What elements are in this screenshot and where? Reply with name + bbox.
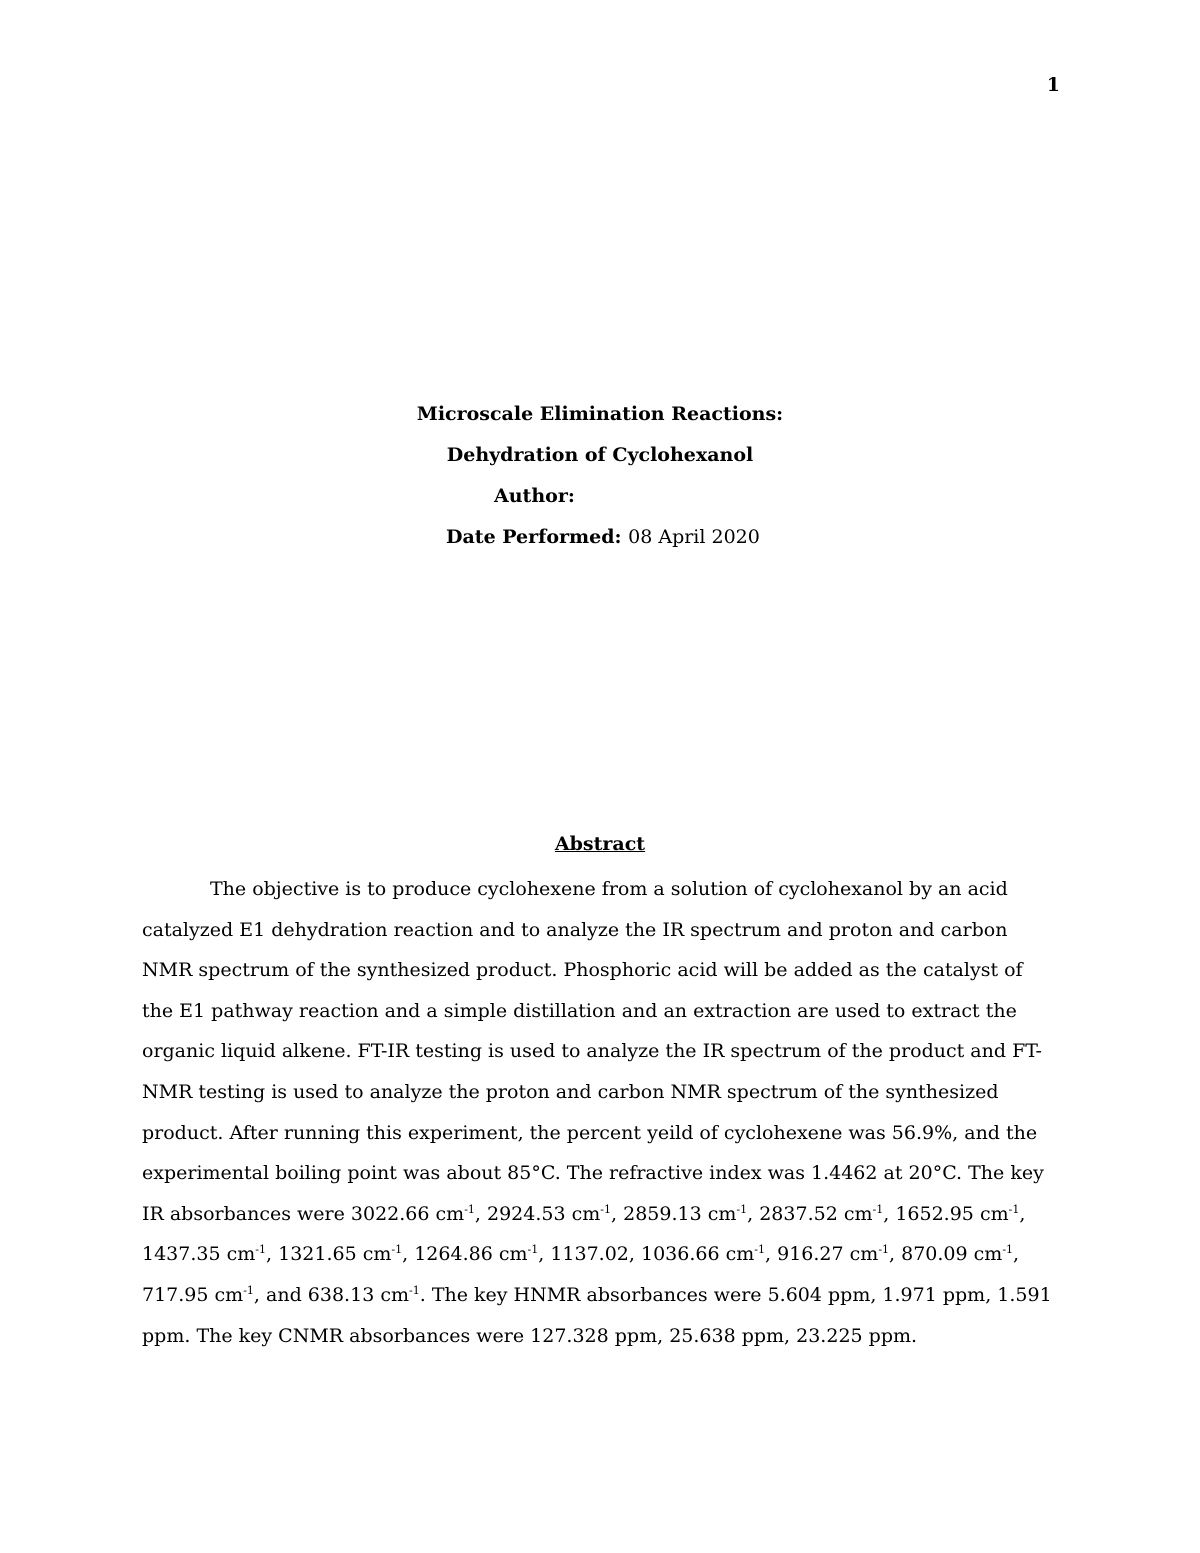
unit-exponent: -1: [878, 1243, 890, 1257]
unit-exponent: -1: [255, 1243, 267, 1257]
unit: cm: [226, 1243, 256, 1266]
cnmr-sentence: The key CNMR absorbances were 127.328 ppm, 25.638 ppm, 23.225 ppm.: [196, 1324, 918, 1347]
title-block: [0, 398, 1200, 562]
unit: cm: [707, 1202, 737, 1225]
page-number: 1: [1046, 74, 1060, 96]
ir-value: 1036.66: [641, 1243, 720, 1266]
ir-value: 1264.86: [414, 1243, 493, 1266]
ir-value: 1137.02: [550, 1243, 629, 1266]
unit: cm: [725, 1243, 755, 1266]
unit: cm: [498, 1243, 528, 1266]
author-line: [0, 480, 1200, 521]
ir-value: 3022.66: [350, 1202, 430, 1225]
unit-exponent: -1: [1008, 1202, 1020, 1216]
date-line: [0, 521, 1200, 562]
title-line-2: Dehydration of Cyclohexanol: [446, 444, 754, 466]
unit: cm: [571, 1202, 601, 1225]
ir-value: 916.27: [777, 1243, 844, 1266]
date-value: 08 April 2020: [628, 526, 760, 548]
ir-value: 2859.13: [623, 1202, 702, 1225]
hnmr-sentence: The key HNMR absorbances were 5.604 ppm, 1.971 ppm, 1.591 ppm.: [142, 1283, 1052, 1347]
unit: cm: [435, 1202, 465, 1225]
unit: cm: [214, 1283, 244, 1306]
ir-value: 2924.53: [487, 1202, 566, 1225]
unit: cm: [380, 1283, 409, 1306]
unit-exponent: -1: [243, 1283, 254, 1297]
unit-exponent: -1: [754, 1243, 766, 1257]
abstract-body: [142, 869, 1056, 1356]
ir-value: 870.09: [901, 1243, 968, 1266]
ir-value: 2837.52: [759, 1202, 838, 1225]
unit-exponent: -1: [527, 1243, 539, 1257]
unit-exponent: -1: [1002, 1243, 1014, 1257]
ir-value: 1652.95: [895, 1202, 974, 1225]
ir-value: 1321.65: [278, 1243, 357, 1266]
unit-exponent: -1: [736, 1202, 748, 1216]
abstract-intro: The objective is to produce cyclohexene from a solution of cyclohexanol by an acid catalyzed E1 dehydration reaction and to analyze the IR spectrum and proton and carbon NMR spectrum of the synthesized product. Phosphoric acid will be added as the catalyst of the E1 pathway reaction and a simple distillation and an extraction are used to extract the organic liquid alkene. FT-IR testing is used to analyze the IR spectrum of the product and FT-NMR testing is used to analyze the proton and carbon NMR spectrum of the synthesized product. After running this experiment, the percent yeild of cyclohexene was 56.9%, and the experimental boiling point was about 85°C. The refractive index was 1.4462 at 20°C. The key IR absorbances were: [142, 878, 1044, 1225]
unit-exponent: -1: [600, 1202, 612, 1216]
unit: cm: [843, 1202, 873, 1225]
unit: cm: [849, 1243, 879, 1266]
and-word: and: [266, 1283, 302, 1306]
abstract-heading: Abstract: [554, 833, 646, 855]
unit: cm: [973, 1243, 1003, 1266]
unit: cm: [979, 1202, 1009, 1225]
unit-exponent: -1: [409, 1283, 420, 1297]
ir-value: 717.95: [142, 1283, 209, 1306]
unit-exponent: -1: [391, 1243, 403, 1257]
author-label: Author:: [494, 485, 575, 507]
unit: cm: [362, 1243, 392, 1266]
title-line-1: Microscale Elimination Reactions:: [416, 403, 784, 425]
ir-value: 1437.35: [142, 1243, 221, 1266]
unit-exponent: -1: [872, 1202, 884, 1216]
unit-exponent: -1: [464, 1202, 475, 1216]
date-label: Date Performed:: [446, 526, 622, 548]
abstract-paragraph: The objective is to produce cyclohexene from a solution of cyclohexanol by an acid catalyzed E1 dehydration reaction and to analyze the IR spectrum and proton and carbon NMR spectrum of the synthesized product. Phosphoric acid will be added as the catalyst of the E1 pathway reaction and a simple distillation and an extraction are used to extract the organic liquid alkene. FT-IR testing is used to analyze the IR spectrum of the product and FT-NMR testing is used to analyze the proton and carbon NMR spectrum of the synthesized product. After running this experiment, the percent yeild of cyclohexene was 56.9%, and the experimental boiling point was about 85°C. The refractive index was 1.4462 at 20°C. The key IR absorbances were 3022.66 $cm^{-1}$, 2924.53 $cm^{-1}$, 2859.13 $cm^{-1}$, 2837.52 $cm^{-1}$, 1652.95 $cm^{-1}$, 1437.35 $cm^{-1}$, 1321.65 $cm^{-1}$, 1264.86 $cm^{-1}$, 1137.02, 1036.66 $cm^{-1}$, 916.27 $cm^{-1}$, 870.09 $cm^{-1}$, 717.95 $cm^{-1}$, and 638.13 $cm^{-1}$. The key HNMR absorbances were 5.604 ppm, 1.971 ppm, 1.591 ppm. The key CNMR absorbances were 127.328 ppm, 25.638 ppm, 23.225 ppm.: [142, 878, 1052, 1347]
ir-value: 638.13: [307, 1283, 375, 1306]
